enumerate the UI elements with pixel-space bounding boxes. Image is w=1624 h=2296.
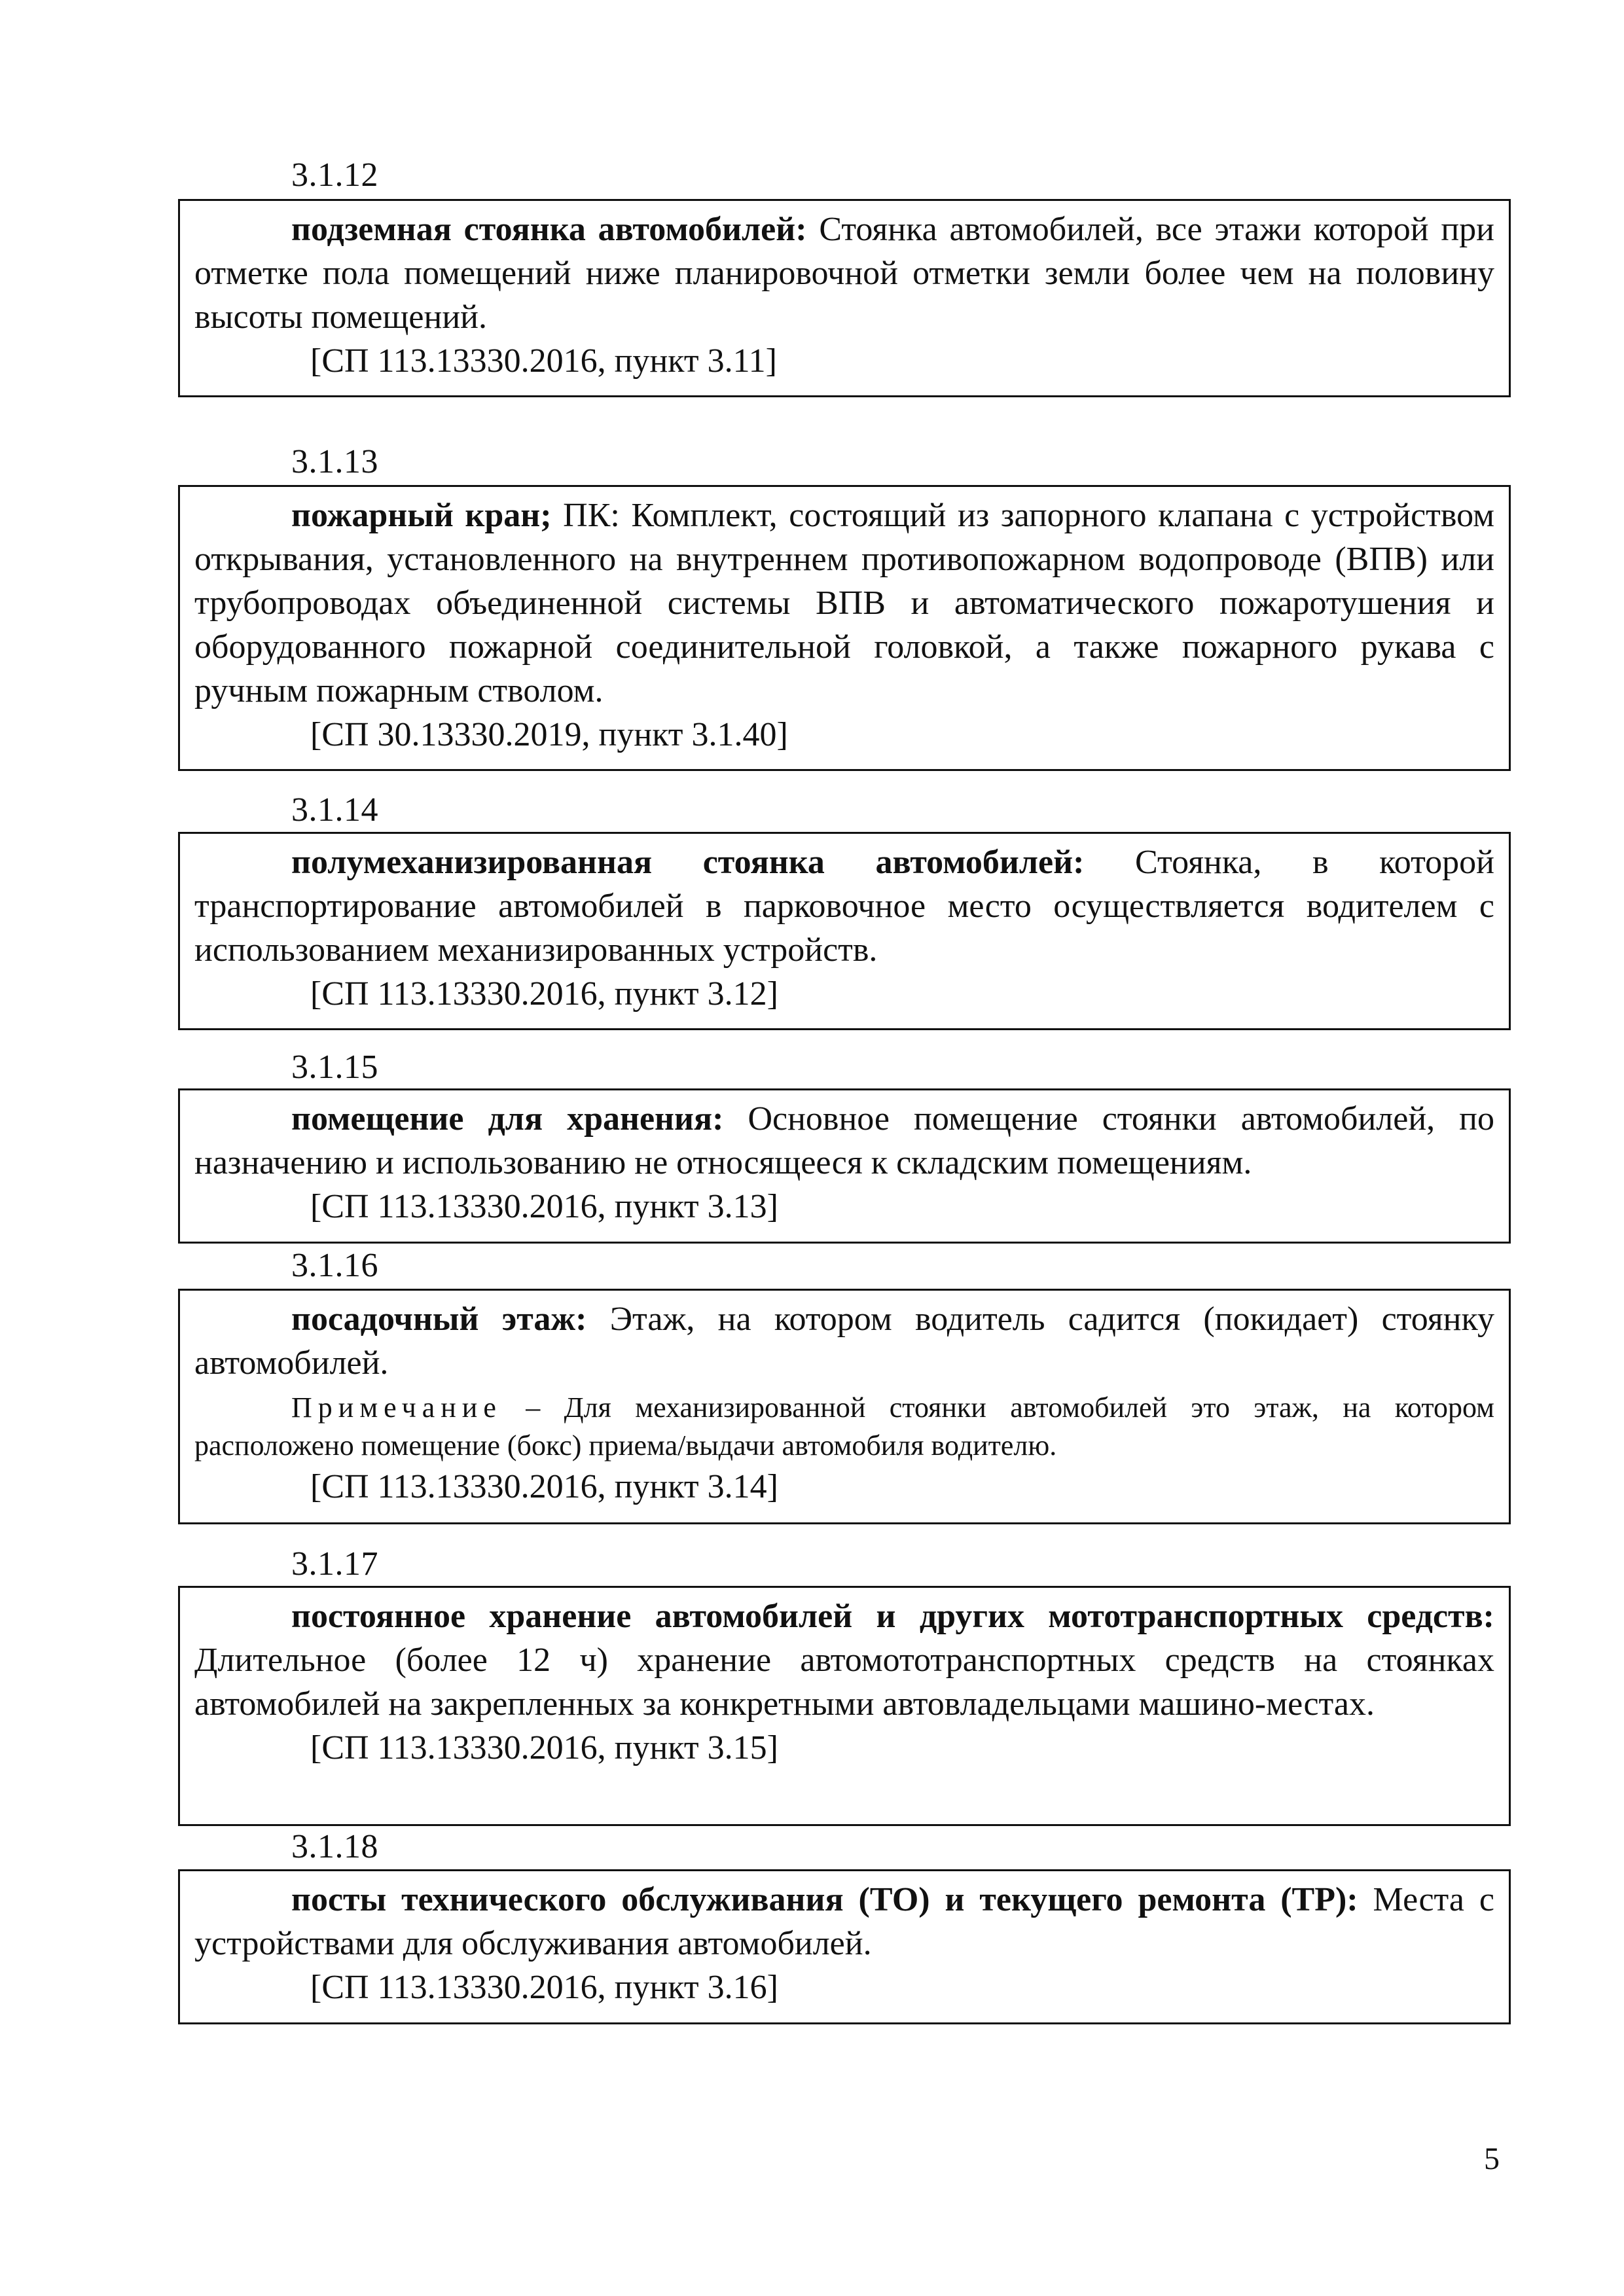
- entry-number: 3.1.14: [291, 791, 378, 829]
- reference: [СП 113.13330.2016, пункт 3.12]: [310, 975, 778, 1013]
- reference: [СП 113.13330.2016, пункт 3.14]: [310, 1468, 778, 1505]
- term: посадочный этаж:: [291, 1300, 587, 1338]
- note: [194, 1389, 1494, 1465]
- definition-text: [194, 1097, 1494, 1185]
- definition-box: [178, 1586, 1511, 1826]
- definition-text: [194, 840, 1494, 972]
- definition: Стоянка, в которой транспортирование автомобилей в парковочное место осуществляется водителем с использованием механизированных устройств.: [194, 844, 1494, 969]
- definition: Места с устройствами для обслуживания автомобилей.: [194, 1881, 1494, 1962]
- definition-box: [178, 1289, 1511, 1524]
- term: посты технического обслуживания (ТО) и текущего ремонта (ТР):: [291, 1881, 1358, 1918]
- entry-number: 3.1.17: [291, 1545, 378, 1583]
- definition: Длительное (более 12 ч) хранение автомототранспортных средств на стоянках автомобилей на закрепленных за конкретными автовладельцами машино-местах.: [194, 1641, 1494, 1723]
- definition-box: [178, 832, 1511, 1030]
- definition-text: [194, 493, 1494, 713]
- definition-box: [178, 1869, 1511, 2024]
- definition: Этаж, на котором водитель садится (покидает) стоянку автомобилей.: [194, 1300, 1494, 1382]
- definition: Основное помещение стоянки автомобилей, по назначению и использованию не относящееся к складским помещениям.: [194, 1100, 1494, 1181]
- definition-box: [178, 199, 1511, 397]
- entry-number: 3.1.13: [291, 443, 378, 480]
- term: подземная стоянка автомобилей:: [291, 211, 807, 248]
- term: полумеханизированная стоянка автомобилей:: [291, 844, 1085, 881]
- definition-text: [194, 1878, 1494, 1965]
- reference: [СП 113.13330.2016, пункт 3.16]: [310, 1969, 778, 2006]
- definition-text: [194, 207, 1494, 339]
- reference: [СП 113.13330.2016, пункт 3.13]: [310, 1188, 778, 1225]
- definition: ПК: Комплект, состоящий из запорного клапана с устройством открывания, установленного на внутреннем противопожарном водопроводе (ВПВ) или трубопроводах объединенной системы ВПВ и автоматического пожаротушения и оборудованного пожарной соединительной головкой, а также пожарного рукава с ручным пожарным стволом.: [194, 497, 1494, 709]
- term: постоянное хранение автомобилей и других мототранспортных средств:: [291, 1598, 1494, 1635]
- entry-number: 3.1.15: [291, 1049, 378, 1086]
- entry-number: 3.1.16: [291, 1247, 378, 1284]
- entry-number: 3.1.12: [291, 156, 378, 194]
- note-label: Примечание: [291, 1391, 502, 1424]
- term: помещение для хранения:: [291, 1100, 724, 1138]
- definition-box: [178, 485, 1511, 771]
- definition-text: [194, 1594, 1494, 1726]
- note-text: – Для механизированной стоянки автомобилей это этаж, на котором расположено помещение (бокс) приема/выдачи автомобиля водителю.: [194, 1391, 1494, 1462]
- entry-number: 3.1.18: [291, 1828, 378, 1865]
- page-number: 5: [1484, 2142, 1500, 2176]
- reference: [СП 113.13330.2016, пункт 3.11]: [310, 342, 777, 380]
- definition: Стоянка автомобилей, все этажи которой при отметке пола помещений ниже планировочной отметки земли более чем на половину высоты помещений.: [194, 211, 1494, 336]
- term: пожарный кран;: [291, 497, 552, 534]
- definition-box: [178, 1088, 1511, 1244]
- reference: [СП 113.13330.2016, пункт 3.15]: [310, 1729, 778, 1767]
- reference: [СП 30.13330.2019, пункт 3.1.40]: [310, 716, 788, 753]
- definition-text: [194, 1297, 1494, 1385]
